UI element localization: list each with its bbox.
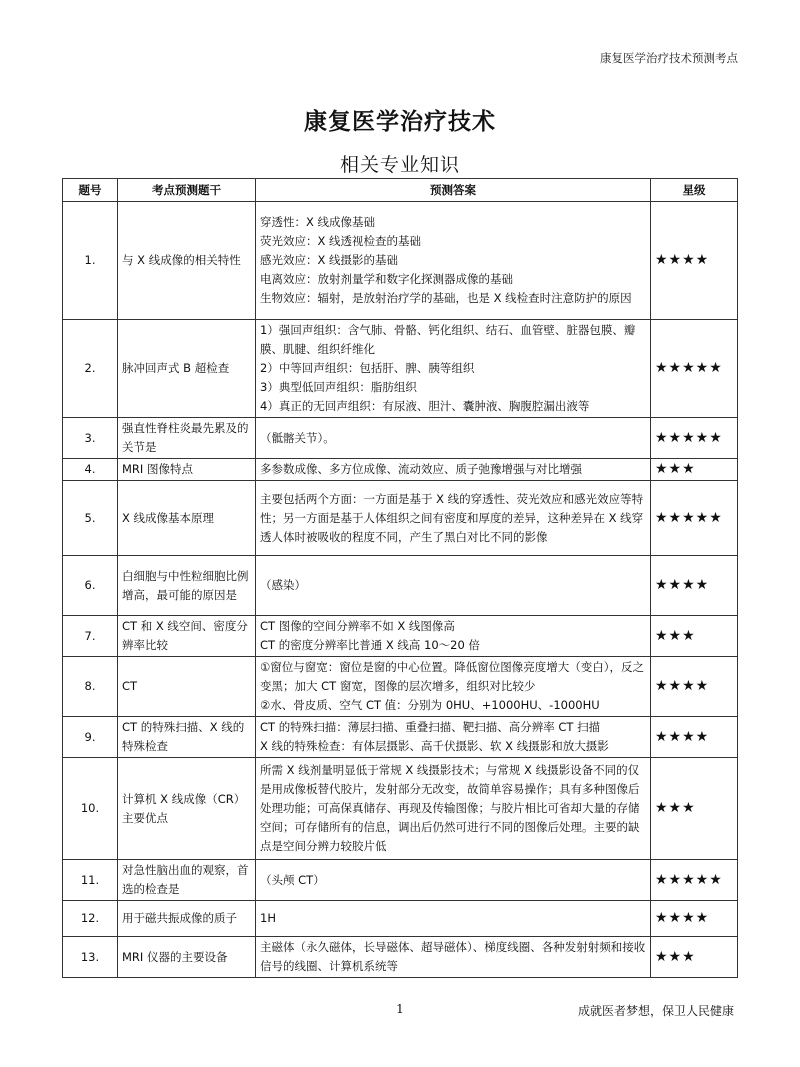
answer-line: 主磁体（永久磁体，长导磁体、超导磁体）、梯度线圈、各种发射射频和接收信号的线圈、计算机系统等	[260, 940, 646, 973]
star-rating: ★★★★★	[651, 320, 738, 418]
question-cell: CT 和 X 线空间、密度分辨率比较	[118, 616, 256, 657]
row-number: 7.	[63, 616, 118, 657]
answer-cell	[256, 320, 651, 418]
row-number: 13.	[63, 937, 118, 978]
question-cell: 对急性脑出血的观察，首选的检查是	[118, 860, 256, 901]
table-row	[63, 616, 738, 657]
table-row	[63, 758, 738, 860]
answer-line: ①窗位与窗宽：窗位是窗的中心位置。降低窗位图像亮度增大（变白），反之变黑；加大 CT 窗宽，图像的层次增多，组织对比较少	[260, 660, 645, 693]
answer-line: （骶髂关节）。	[260, 430, 335, 445]
star-rating: ★★★★	[651, 901, 738, 937]
question-cell: 脉冲回声式 B 超检查	[118, 320, 256, 418]
table-header-row	[63, 179, 738, 202]
answer-cell	[256, 616, 651, 657]
answer-line: 多参数成像、多方位成像、流动效应、质子弛豫增强与对比增强	[260, 462, 582, 476]
table-row	[63, 459, 738, 481]
header-rating: 星级	[651, 179, 738, 202]
answer-line: CT 的密度分辨率比普通 X 线高 10～20 倍	[260, 638, 480, 652]
footer-slogan: 成就医者梦想，保卫人民健康	[577, 1004, 734, 1018]
answer-line: 荧光效应：X 线透视检查的基础	[260, 234, 422, 248]
answer-line: 感光效应：X 线摄影的基础	[260, 253, 399, 267]
row-number: 11.	[63, 860, 118, 901]
page-number: 1	[396, 1002, 404, 1016]
star-rating: ★★★★★	[651, 481, 738, 556]
table-row	[63, 860, 738, 901]
answer-line: 4）真正的无回声组织：有尿液、胆汁、囊肿液、胸腹腔漏出液等	[260, 399, 590, 413]
answer-cell	[256, 717, 651, 758]
answer-cell	[256, 937, 651, 978]
star-rating: ★★★	[651, 758, 738, 860]
header-answer: 预测答案	[256, 179, 651, 202]
header-note: 康复医学治疗技术预测考点	[600, 51, 738, 65]
answer-line: 1H	[260, 911, 276, 925]
star-rating: ★★★	[651, 937, 738, 978]
row-number: 8.	[63, 657, 118, 717]
answer-line: （感染）	[260, 578, 306, 592]
row-number: 10.	[63, 758, 118, 860]
answer-line: 主要包括两个方面：一方面是基于 X 线的穿透性、荧光效应和感光效应等特性；另一方面是基于人体组织之间有密度和厚度的差异，这种差异在 X 线穿透人体时被吸收的程度不同，产生了黑白对比不同的影像	[260, 491, 644, 544]
answer-line: 所需 X 线剂量明显低于常规 X 线摄影技术；与常规 X 线摄影设备不同的仅是用成像板替代胶片，发射部分无改变，故简单容易操作；具有多种图像后处理功能；可高保真储存、再现及传输图像；与胶片相比可省却大量的存储空间；可存储所有的信息，调出后仍然可进行不同的图像后处理。主要的缺点是空间分辨力较胶片低	[260, 763, 640, 853]
question-cell: MRI 图像特点	[118, 459, 256, 481]
question-cell: 计算机 X 线成像（CR）主要优点	[118, 758, 256, 860]
star-rating: ★★★★	[651, 202, 738, 320]
star-rating: ★★★★	[651, 556, 738, 616]
question-cell: 强直性脊柱炎最先累及的关节是	[118, 418, 256, 459]
question-cell: 用于磁共振成像的质子	[118, 901, 256, 937]
star-rating: ★★★★	[651, 717, 738, 758]
answer-cell	[256, 901, 651, 937]
answer-line: ②水、骨皮质、空气 CT 值：分别为 0HU、+1000HU、-1000HU	[260, 698, 600, 712]
row-number: 4.	[63, 459, 118, 481]
answer-line: （头颅 CT）	[260, 872, 325, 887]
answer-line: 2）中等回声组织：包括肝、脾、胰等组织	[260, 361, 475, 375]
header-num: 题号	[63, 179, 118, 202]
answer-cell	[256, 418, 651, 459]
table-row	[63, 481, 738, 556]
question-cell: CT	[118, 657, 256, 717]
answer-cell	[256, 657, 651, 717]
section-subtitle: 相关专业知识	[339, 154, 460, 176]
answer-cell	[256, 481, 651, 556]
answer-cell	[256, 202, 651, 320]
row-number: 2.	[63, 320, 118, 418]
answer-line: 3）典型低回声组织：脂肪组织	[260, 380, 417, 394]
question-cell: 白细胞与中性粒细胞比例增高，最可能的原因是	[118, 556, 256, 616]
question-cell: X 线成像基本原理	[118, 481, 256, 556]
star-rating: ★★★	[651, 459, 738, 481]
star-rating: ★★★	[651, 616, 738, 657]
question-cell: MRI 仪器的主要设备	[118, 937, 256, 978]
table-row	[63, 901, 738, 937]
answer-line: 1）强回声组织：含气肺、骨骼、钙化组织、结石、血管壁、脏器包膜、瓣膜、肌腱、组织纤维化	[260, 323, 636, 356]
star-rating: ★★★★★	[651, 860, 738, 901]
answer-cell	[256, 758, 651, 860]
exam-points-table	[62, 178, 738, 978]
row-number: 5.	[63, 481, 118, 556]
answer-line: CT 的特殊扫描：薄层扫描、重叠扫描、靶扫描、高分辨率 CT 扫描	[260, 720, 601, 734]
answer-line: 生物效应：辐射，是放射治疗学的基础，也是 X 线检查时注意防护的原因	[260, 291, 632, 305]
answer-line: 电离效应：放射剂量学和数字化探测器成像的基础	[260, 272, 513, 286]
table-row	[63, 717, 738, 758]
page-title: 康复医学治疗技术	[304, 109, 496, 135]
answer-line: 穿透性：X 线成像基础	[260, 215, 376, 229]
table-row	[63, 657, 738, 717]
table-row	[63, 418, 738, 459]
question-cell: 与 X 线成像的相关特性	[118, 202, 256, 320]
table-row	[63, 937, 738, 978]
row-number: 9.	[63, 717, 118, 758]
question-cell: CT 的特殊扫描、X 线的特殊检查	[118, 717, 256, 758]
header-question: 考点预测题干	[118, 179, 256, 202]
row-number: 3.	[63, 418, 118, 459]
row-number: 6.	[63, 556, 118, 616]
star-rating: ★★★★	[651, 657, 738, 717]
row-number: 12.	[63, 901, 118, 937]
table-row	[63, 202, 738, 320]
answer-line: X 线的特殊检查：有体层摄影、高千伏摄影、软 X 线摄影和放大摄影	[260, 739, 609, 753]
answer-cell	[256, 860, 651, 901]
answer-line: CT 图像的空间分辨率不如 X 线图像高	[260, 619, 455, 633]
table-row	[63, 320, 738, 418]
answer-cell	[256, 556, 651, 616]
table-row	[63, 556, 738, 616]
row-number: 1.	[63, 202, 118, 320]
answer-cell	[256, 459, 651, 481]
star-rating: ★★★★★	[651, 418, 738, 459]
